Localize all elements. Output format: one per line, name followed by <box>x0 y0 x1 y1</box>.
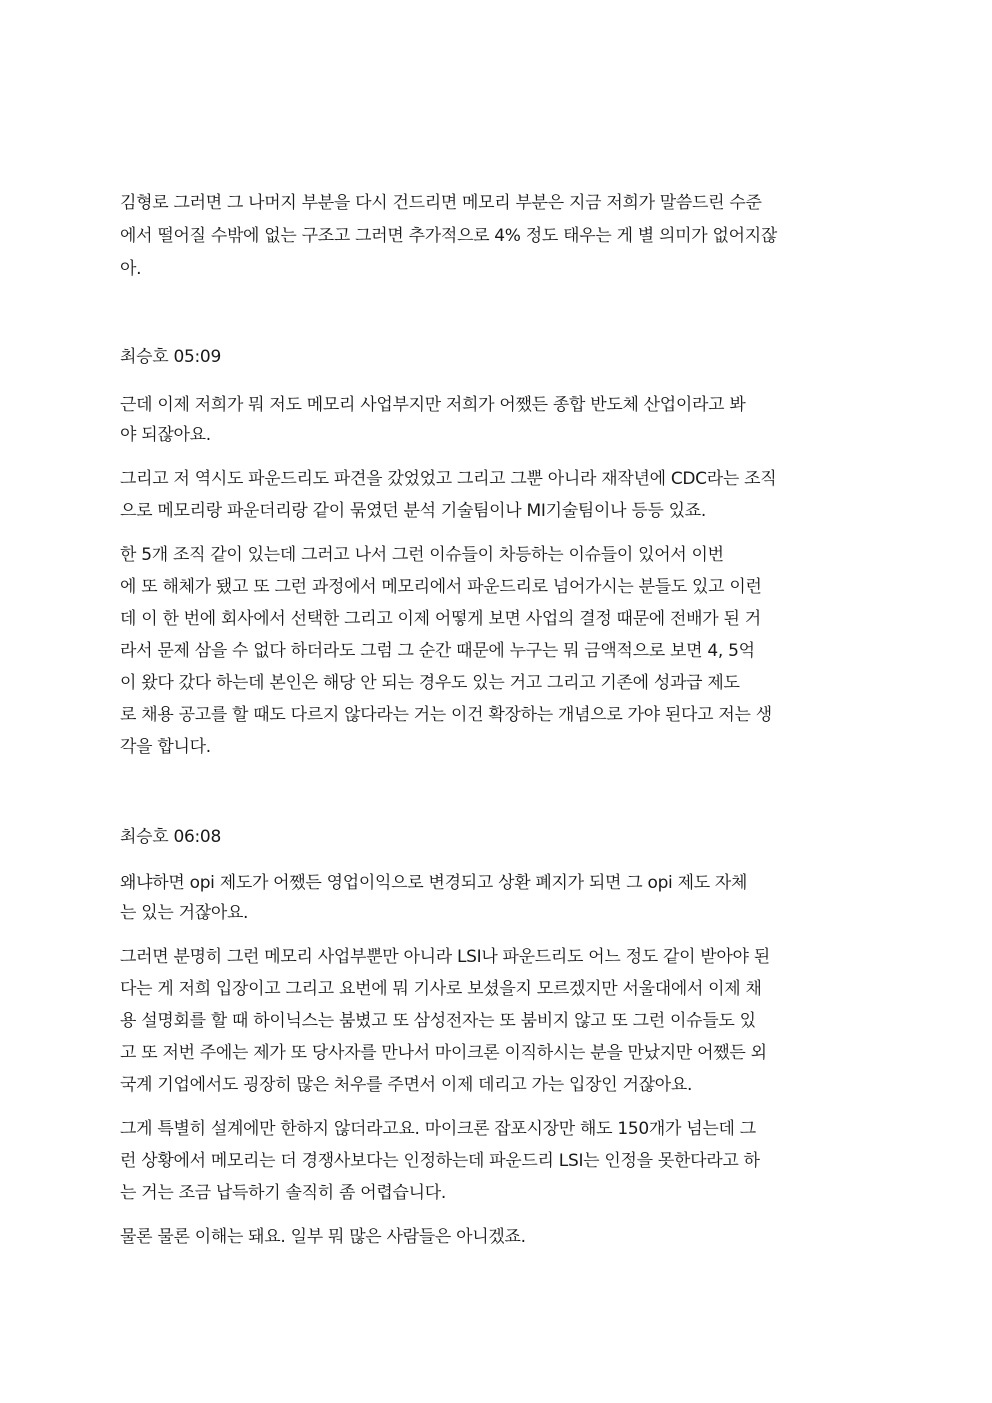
text-line: 그게 특별히 설계에만 한하지 않더라고요. 마이크론 잡포시장만 해도 150개가 넘는데 그 <box>120 1119 756 1139</box>
text-line: 국계 기업에서도 굉장히 많은 처우를 주면서 이제 데리고 가는 입장인 거잖아요. <box>120 1075 693 1095</box>
text-line: 는 있는 거잖아요. <box>120 903 249 923</box>
text-line: 김형로 그러면 그 나머지 부분을 다시 건드리면 메모리 부분은 지금 저희가 말씀드린 수준 <box>120 193 762 213</box>
text-line: 그리고 저 역시도 파운드리도 파견을 갔었었고 그리고 그뿐 아니라 재작년에 CDC라는 조직 <box>120 469 777 489</box>
speaker-timestamp: 최승호 06:08 <box>120 827 221 847</box>
text-line: 고 또 저번 주에는 제가 또 당사자를 만나서 마이크론 이직하시는 분을 만났지만 어쨌든 외 <box>120 1043 767 1063</box>
text-line: 각을 합니다. <box>120 737 211 757</box>
text-line: 이 왔다 갔다 하는데 본인은 해당 안 되는 경우도 있는 거고 그리고 기존에 성과급 제도 <box>120 673 740 693</box>
text-line: 한 5개 조직 같이 있는데 그러고 나서 그런 이슈들이 차등하는 이슈들이 있어서 이번 <box>120 545 724 565</box>
speaker-timestamp: 최승호 05:09 <box>120 347 221 367</box>
text-line: 에서 떨어질 수밖에 없는 구조고 그러면 추가적으로 4% 정도 태우는 게 별 의미가 없어지잖 <box>120 226 777 246</box>
text-line: 물론 물론 이해는 돼요. 일부 뭐 많은 사람들은 아니겠죠. <box>120 1227 526 1247</box>
text-line: 라서 문제 삼을 수 없다 하더라도 그럼 그 순간 때문에 누구는 뭐 금액적으로 보면 4, 5억 <box>120 641 755 661</box>
text-line: 야 되잖아요. <box>120 425 211 445</box>
text-line: 는 거는 조금 납득하기 솔직히 좀 어렵습니다. <box>120 1183 446 1203</box>
text-line: 그러면 분명히 그런 메모리 사업부뿐만 아니라 LSI나 파운드리도 어느 정도 같이 받아야 된 <box>120 947 770 967</box>
text-line: 런 상황에서 메모리는 더 경쟁사보다는 인정하는데 파운드리 LSI는 인정을 못한다라고 하 <box>120 1151 760 1171</box>
text-line: 데 이 한 번에 회사에서 선택한 그리고 이제 어떻게 보면 사업의 결정 때문에 전배가 된 거 <box>120 609 761 629</box>
text-line: 으로 메모리랑 파운더리랑 같이 묶였던 분석 기술팀이나 MI기술팀이나 등등 있죠. <box>120 501 707 521</box>
text-line: 왜냐하면 opi 제도가 어쨌든 영업이익으로 변경되고 상환 폐지가 되면 그 opi 제도 자체 <box>120 873 748 893</box>
text-line: 다는 게 저희 입장이고 그리고 요번에 뭐 기사로 보셨을지 모르겠지만 서울대에서 이제 채 <box>120 979 762 999</box>
text-line: 근데 이제 저희가 뭐 저도 메모리 사업부지만 저희가 어쨌든 종합 반도체 산업이라고 봐 <box>120 395 746 415</box>
text-line: 로 채용 공고를 할 때도 다르지 않다라는 거는 이건 확장하는 개념으로 가야 된다고 저는 생 <box>120 705 772 725</box>
text-line: 아. <box>120 259 142 279</box>
text-line: 용 설명회를 할 때 하이닉스는 붐볐고 또 삼성전자는 또 붐비지 않고 또 그런 이슈들도 있 <box>120 1011 756 1031</box>
text-line: 에 또 해체가 됐고 또 그런 과정에서 메모리에서 파운드리로 넘어가시는 분들도 있고 이런 <box>120 577 762 597</box>
